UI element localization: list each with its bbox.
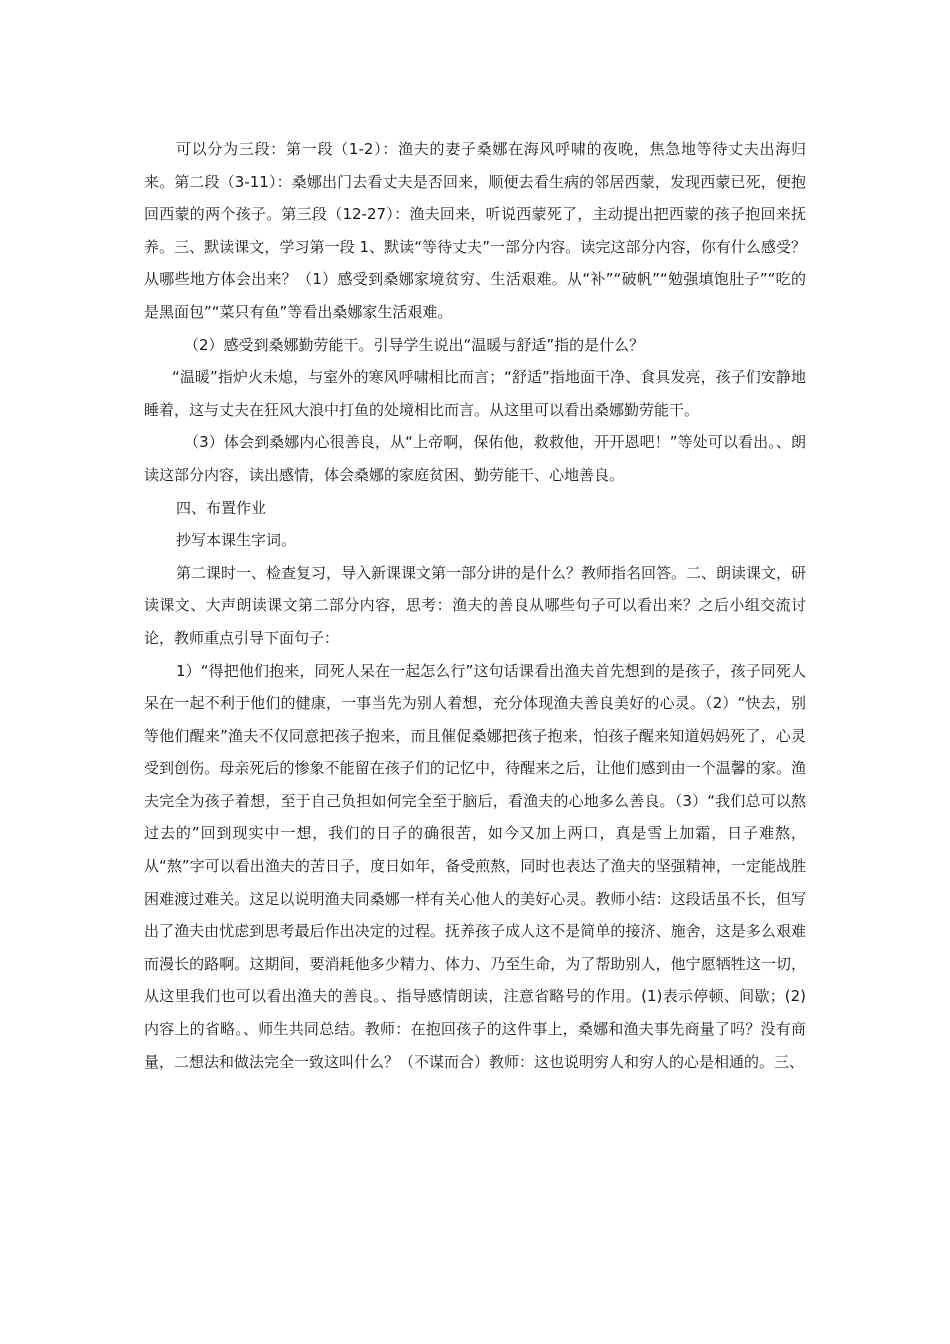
paragraph-structure: 可以分为三段：第一段（1-2）：渔夫的妻子桑娜在海风呼啸的夜晚，焦急地等待丈夫出海归来。第二段（3-11）：桑娜出门去看丈夫是否回来，顺便去看生病的邻居西蒙，发现西蒙已死，便抱回西蒙的两个孩子。第三段（12-27）：渔夫回来，听说西蒙死了，主动提出把西蒙的孩子抱回来抚养。三、默读课文，学习第一段 1、默读“等待丈夫”一部分内容。读完这部分内容，你有什么感受？从哪些地方体会出来？（1）感受到桑娜家境贫穷、生活艰难。从“补”“破帆”“勉强填饱肚子”“吃的是黑面包”“菜只有鱼”等看出桑娜家生活艰难。	[144, 140, 806, 321]
paragraph-homework: 抄写本课生字词。	[176, 531, 297, 550]
paragraph-warmth: “温暖”指炉火未熄，与室外的寒风呼啸相比而言；“舒适”指地面干净、食具发亮，孩子们安静地睡着，这与丈夫在狂风大浪中打鱼的处境相比而言。从这里可以看出桑娜勤劳能干。	[144, 368, 806, 419]
paragraph-second-lesson: 第二课时一、检查复习，导入新课课文第一部分讲的是什么？教师指名回答。二、朗读课文，研读课文、大声朗读课文第二部分内容，思考：渔夫的善良从哪些句子可以看出来？之后小组交流讨论，教师重点引导下面句子：	[144, 563, 807, 647]
paragraph-sentence-analysis: 1）“得把他们抱来，同死人呆在一起怎么行”这句话课看出渔夫首先想到的是孩子，孩子同死人呆在一起不利于他们的健康，一事当先为别人着想，充分体现渔夫善良美好的心灵。（2）“快去，别等他们醒来”渔夫不仅同意把孩子抱来，而且催促桑娜把孩子抱来，怕孩子醒来知道妈妈死了，心灵受到创伤。母亲死后的惨象不能留在孩子们的记忆中，待醒来之后，让他们感到由一个温馨的家。渔夫完全为孩子着想，至于自己负担如何完全至于脑后，看渔夫的心地多么善良。（3）“我们总可以熬过去的”回到现实中一想，我们的日子的确很苦，如今又加上两口，真是雪上加霜，日子难熬，从“熬”字可以看出渔夫的苦日子，度日如年，备受煎熬，同时也表达了渔夫的坚强精神，一定能战胜困难渡过难关。这足以说明渔夫同桑娜一样有关心他人的美好心灵。教师小结：这段话虽不长，但写出了渔夫由忧虑到思考最后作出决定的过程。抚养孩子成人这不是简单的接济、施舍，这是多么艰难而漫长的路啊。这期间，要消耗他多少精力、体力、乃至生命，为了帮助别人，他宁愿牺牲这一切，从这里我们也可以看出渔夫的善良。、指导感情朗读，注意省略号的作用。(1)表示停顿、间歇；(2)内容上的省略。、师生共同总结。教师：在抱回孩子的这件事上，桑娜和渔夫事先商量了吗？没有商量，二想法和做法完全一致这叫什么？（不谋而合）教师：这也说明穷人和穷人的心是相通的。三、	[144, 661, 806, 1071]
paragraph-homework-heading: 四、布置作业	[176, 498, 267, 517]
paragraph-kindness: （3）体会到桑娜内心很善良，从“上帝啊，保佑他，救救他，开开恩吧！”等处可以看出。、朗读这部分内容，读出感情，体会桑娜的家庭贫困、勤劳能干、心地善良。	[144, 433, 806, 484]
paragraph-diligent: （2）感受到桑娜勤劳能干。引导学生说出“温暖与舒适”指的是什么？	[184, 335, 645, 354]
document-page	[144, 133, 806, 1078]
